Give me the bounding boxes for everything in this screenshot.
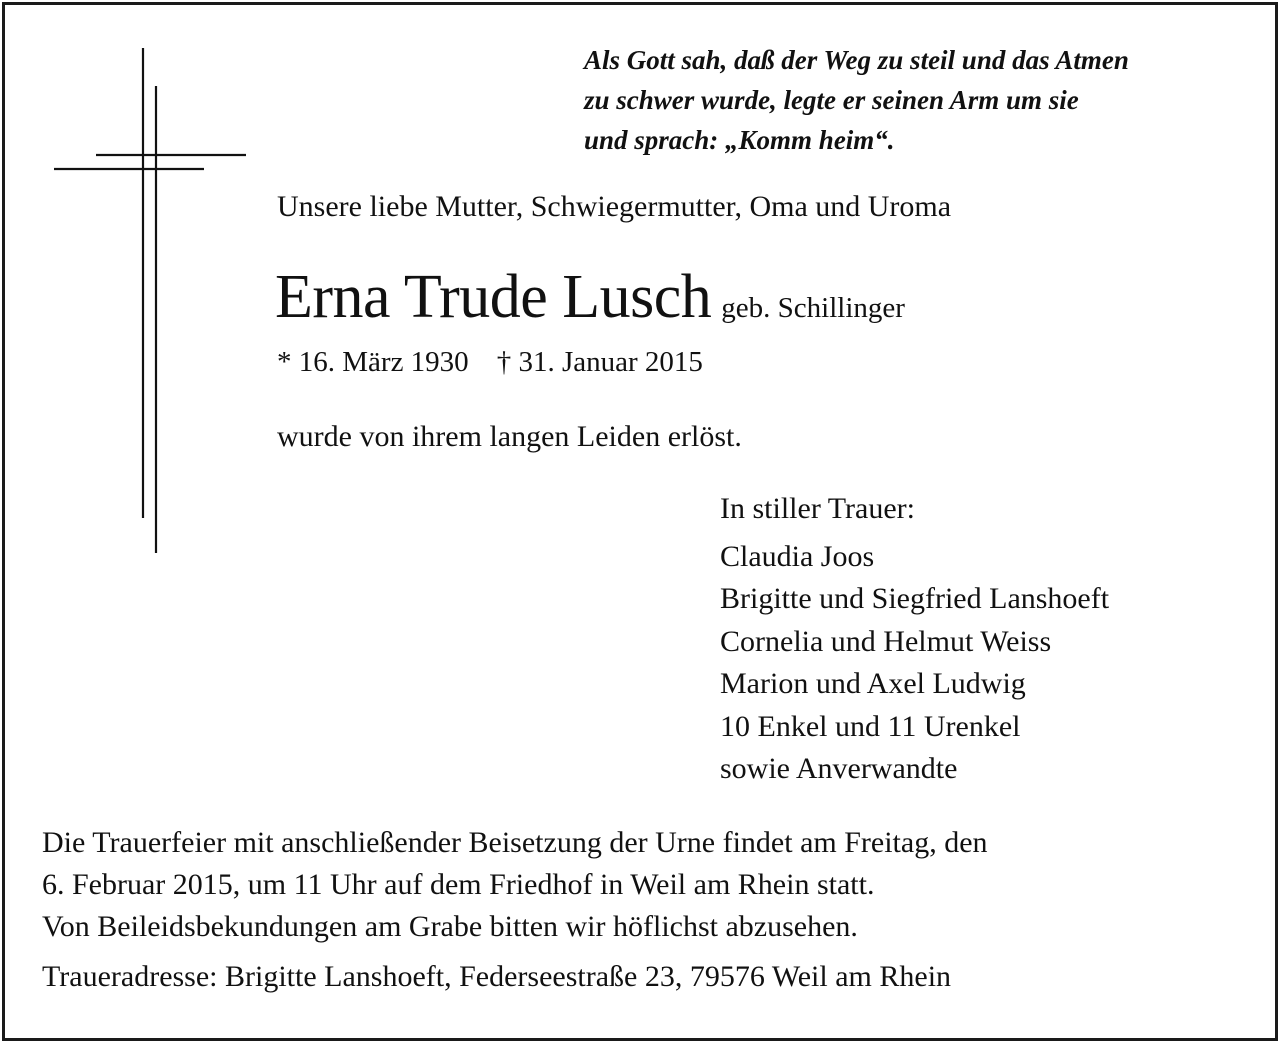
deceased-name: Erna Trude Lusch	[275, 263, 712, 331]
motto-line: und sprach: „Komm heim“.	[584, 125, 895, 155]
mourner-item: Claudia Joos	[720, 539, 875, 573]
mourner-item: 10 Enkel und 11 Urenkel	[720, 709, 1021, 743]
life-dates	[277, 346, 703, 379]
motto-line: zu schwer wurde, legte er seinen Arm um sie	[584, 85, 1079, 115]
motto-quote	[584, 40, 1129, 160]
death-date: † 31. Januar 2015	[496, 346, 703, 378]
mourners-heading: In stiller Trauer:	[720, 492, 915, 525]
deceased-name-line	[275, 262, 905, 333]
mourner-item: Brigitte und Siegfried Lanshoeft	[720, 582, 1110, 615]
mourner-item: sowie Anverwandte	[720, 752, 958, 785]
motto-line: Als Gott sah, daß der Weg zu steil und das Atmen	[584, 45, 1129, 75]
intro-text: Unsere liebe Mutter, Schwiegermutter, Oma und Uroma	[277, 190, 952, 223]
mourning-address: Traueradresse: Brigitte Lanshoeft, Federseestraße 23, 79576 Weil am Rhein	[42, 960, 952, 993]
released-text: wurde von ihrem langen Leiden erlöst.	[277, 420, 742, 453]
funeral-line: 6. Februar 2015, um 11 Uhr auf dem Friedhof in Weil am Rhein statt.	[42, 868, 875, 901]
funeral-line: Von Beileidsbekundungen am Grabe bitten wir höflichst abzusehen.	[42, 910, 858, 943]
cross-icon	[52, 48, 248, 558]
mourners-block	[720, 488, 1109, 791]
funeral-info	[42, 822, 988, 948]
birth-date: * 16. März 1930	[277, 346, 469, 378]
mourner-item: Cornelia und Helmut Weiss	[720, 624, 1052, 658]
maiden-name: geb. Schillinger	[721, 292, 905, 324]
mourner-item: Marion und Axel Ludwig	[720, 667, 1026, 700]
funeral-line: Die Trauerfeier mit anschließender Beisetzung der Urne findet am Freitag, den	[42, 826, 988, 859]
